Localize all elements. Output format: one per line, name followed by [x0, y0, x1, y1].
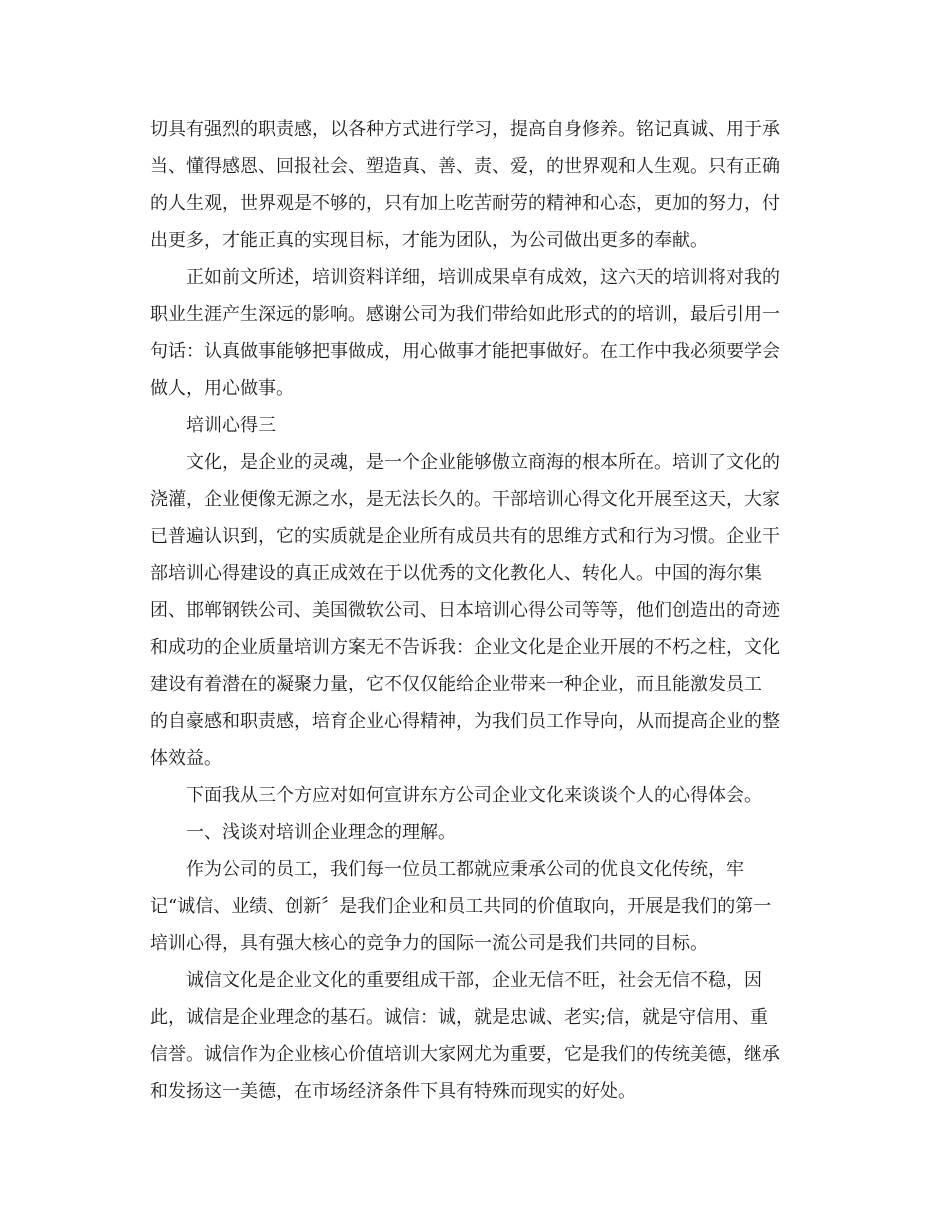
- text-line: 此，诚信是企业理念的基石。诚信：诚，就是忠诚、老实;信，就是守信用、重: [150, 1007, 769, 1028]
- paragraph-first-line: 正如前文所述，培训资料详细，培训成果卓有成效，这六天的培训将对我的: [186, 267, 780, 288]
- text-line: 和成功的企业质量培训方案无不告诉我：企业文化是企业开展的不朽之柱，文化: [150, 637, 780, 658]
- text-line: 体效益。: [150, 748, 222, 769]
- text-line: 记“诚信、业绩、创新〞是我们企业和员工共同的价值取向，开展是我们的第一: [150, 896, 772, 917]
- text-line: 信誉。诚信作为企业核心价值培训大家网尤为重要，它是我们的传统美德，继承: [150, 1044, 780, 1065]
- paragraph-first-line: 作为公司的员工，我们每一位员工都就应秉承公司的优良文化传统，牢: [186, 859, 744, 880]
- subsection-heading: 一、浅谈对培训企业理念的理解。: [186, 822, 456, 843]
- text-line: 部培训心得建设的真正成效在于以优秀的文化教化人、转化人。中国的海尔集: [150, 563, 762, 584]
- text-line: 团、邯郸钢铁公司、美国微软公司、日本培训心得公司等等，他们创造出的奇迹: [150, 600, 780, 621]
- text-line: 句话：认真做事能够把事做成，用心做事才能把事做好。在工作中我必须要学会: [150, 341, 780, 362]
- text-line: 培训心得，具有强大核心的竞争力的国际一流公司是我们共同的目标。: [150, 933, 708, 954]
- text-line: 已普遍认识到，它的实质就是企业所有成员共有的思维方式和行为习惯。企业干: [150, 526, 780, 547]
- text-line: 出更多，才能正真的实现目标，才能为团队，为公司做出更多的奉献。: [150, 230, 708, 251]
- paragraph-first-line: 下面我从三个方应对如何宣讲东方公司企业文化来谈谈个人的心得体会。: [186, 785, 762, 806]
- text-line: 切具有强烈的职责感，以各种方式进行学习，提高自身修养。铭记真诚、用于承: [150, 119, 780, 140]
- text-line: 浇灌，企业便像无源之水，是无法长久的。干部培训心得文化开展至这天，大家: [150, 489, 780, 510]
- text-line: 的人生观，世界观是不够的，只有加上吃苦耐劳的精神和心态，更加的努力，付: [150, 193, 780, 214]
- text-line: 和发扬这一美德，在市场经济条件下具有特殊而现实的好处。: [150, 1081, 636, 1102]
- text-line: 做人，用心做事。: [150, 378, 294, 399]
- paragraph-first-line: 文化，是企业的灵魂，是一个企业能够傲立商海的根本所在。培训了文化的: [186, 452, 780, 473]
- text-line: 的自豪感和职责感，培育企业心得精神，为我们员工作导向，从而提高企业的整: [150, 711, 780, 732]
- text-line: 建设有着潜在的凝聚力量，它不仅仅能给企业带来一种企业，而且能激发员工: [150, 674, 762, 695]
- text-line: 职业生涯产生深远的影响。感谢公司为我们带给如此形式的的培训，最后引用一: [150, 304, 780, 325]
- paragraph-first-line: 诚信文化是企业文化的重要组成干部，企业无信不旺，社会无信不稳，因: [186, 970, 762, 991]
- section-heading: 培训心得三: [186, 415, 276, 436]
- text-line: 当、懂得感恩、回报社会、塑造真、善、责、爱，的世界观和人生观。只有正确: [150, 156, 780, 177]
